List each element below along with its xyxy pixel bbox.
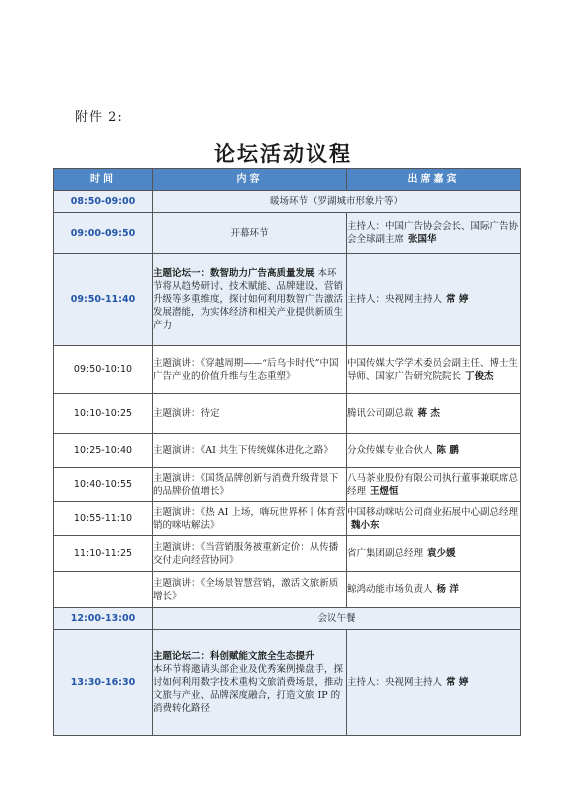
header-content: 内容	[153, 169, 347, 191]
speaker-role: 鲸鸿动能市场负责人	[347, 584, 433, 595]
row-speaker	[347, 536, 521, 572]
table-row	[54, 394, 521, 434]
attachment-label: 附件 2:	[75, 110, 123, 125]
speaker-name: 袁少媛	[427, 548, 456, 559]
speaker-name: 丁俊杰	[465, 370, 494, 382]
forum-title: 主题论坛一：数智助力广告高质量发展	[153, 268, 315, 279]
row-content: 主题演讲：《全场景智慧营销，激活文旅新质增长》	[153, 572, 347, 608]
speaker-name: 常 婷	[446, 677, 469, 688]
row-speaker	[347, 630, 521, 736]
table-row	[54, 213, 521, 254]
row-content: 主题演讲：《当营销服务被重新定价：从传播交付走向经营协同》	[153, 536, 347, 572]
row-time: 09:50-11:40	[54, 254, 153, 346]
row-speaker	[347, 394, 521, 434]
row-time: 13:30-16:30	[54, 630, 153, 736]
table-row	[54, 346, 521, 394]
speaker-name: 王煜恒	[370, 485, 399, 497]
speaker-role: 中国传媒大学学术委员会副主任、博士生导师、国家广告研究院院长	[347, 357, 519, 382]
row-time: 10:25-10:40	[54, 434, 153, 468]
row-speaker	[347, 468, 521, 502]
table-row	[54, 468, 521, 502]
speaker-role: 主持人：央视网主持人	[347, 294, 443, 305]
table-row	[54, 191, 521, 213]
page-title: 论坛活动议程	[214, 141, 352, 166]
row-time: 10:10-10:25	[54, 394, 153, 434]
speaker-name: 蒋 杰	[417, 408, 440, 419]
table-header-row	[54, 169, 521, 191]
row-speaker	[347, 502, 521, 536]
speaker-role: 主持人：中国广告协会会长、国际广告协会全球副主席	[347, 221, 519, 245]
speaker-role: 主持人：央视网主持人	[347, 677, 443, 688]
speaker-name: 陈 鹏	[436, 445, 459, 456]
row-time: 11:10-11:25	[54, 536, 153, 572]
row-speaker	[347, 434, 521, 468]
row-content: 主题演讲：《国货品牌创新与消费升级背景下的品牌价值增长》	[153, 468, 347, 502]
forum-description: 本环节将从趋势研讨、技术赋能、品牌建设、营销升级等多重维度，探讨如何利用数智广告激活发展潜能，为实体经济和相关产业提供新质生产力	[153, 268, 344, 331]
forum-description: 本环节将邀请头部企业及优秀案例操盘手，探讨如何利用数字技术重构文旅消费场景，推动文旅与产业、品牌深度融合，打造文旅 IP 的消费转化路径	[153, 664, 344, 714]
row-speaker	[347, 254, 521, 346]
row-content	[153, 254, 347, 346]
table-row	[54, 254, 521, 346]
row-time: 10:55-11:10	[54, 502, 153, 536]
speaker-role: 中国移动咪咕公司商业拓展中心副总经理	[347, 506, 519, 518]
speaker-role: 腾讯公司副总裁	[347, 408, 414, 419]
table-row	[54, 502, 521, 536]
row-time: 10:40-10:55	[54, 468, 153, 502]
table-row	[54, 536, 521, 572]
table-row	[54, 630, 521, 736]
row-time: 08:50-09:00	[54, 191, 153, 213]
forum-title: 主题论坛二：科创赋能文旅全生态提升	[153, 651, 315, 662]
header-time: 时间	[54, 169, 153, 191]
speaker-name: 张国华	[408, 234, 437, 245]
speaker-role: 省广集团副总经理	[347, 548, 424, 559]
row-time: 09:00-09:50	[54, 213, 153, 254]
header-speaker: 出席嘉宾	[347, 169, 521, 191]
row-content	[153, 630, 347, 736]
row-content: 开幕环节	[153, 213, 347, 254]
row-content: 暖场环节（罗湖城市形象片等）	[153, 191, 521, 213]
row-time: 09:50-10:10	[54, 346, 153, 394]
row-speaker	[347, 572, 521, 608]
row-speaker	[347, 213, 521, 254]
speaker-role: 八马茶业股份有限公司执行董事兼联席总经理	[347, 472, 519, 497]
row-speaker	[347, 346, 521, 394]
row-content: 主题演讲：待定	[153, 394, 347, 434]
agenda-table	[53, 168, 521, 736]
row-content: 主题演讲：《穿越周期——“后乌卡时代”中国广告产业的价值升维与生态重塑》	[153, 346, 347, 394]
row-content: 主题演讲：《AI 共生下传统媒体进化之路》	[153, 434, 347, 468]
speaker-name: 常 婷	[446, 294, 469, 305]
row-content: 主题演讲：《热 AI 上场，嗨玩世界杯丨体育营销的咪咕解法》	[153, 502, 347, 536]
row-content: 会议午餐	[153, 608, 521, 630]
table-row	[54, 608, 521, 630]
table-row	[54, 434, 521, 468]
table-row	[54, 572, 521, 608]
row-time: 12:00-13:00	[54, 608, 153, 630]
speaker-role: 分众传媒专业合伙人	[347, 445, 433, 456]
row-time	[54, 572, 153, 608]
speaker-name: 魏小东	[351, 519, 380, 531]
speaker-name: 杨 洋	[436, 584, 459, 595]
